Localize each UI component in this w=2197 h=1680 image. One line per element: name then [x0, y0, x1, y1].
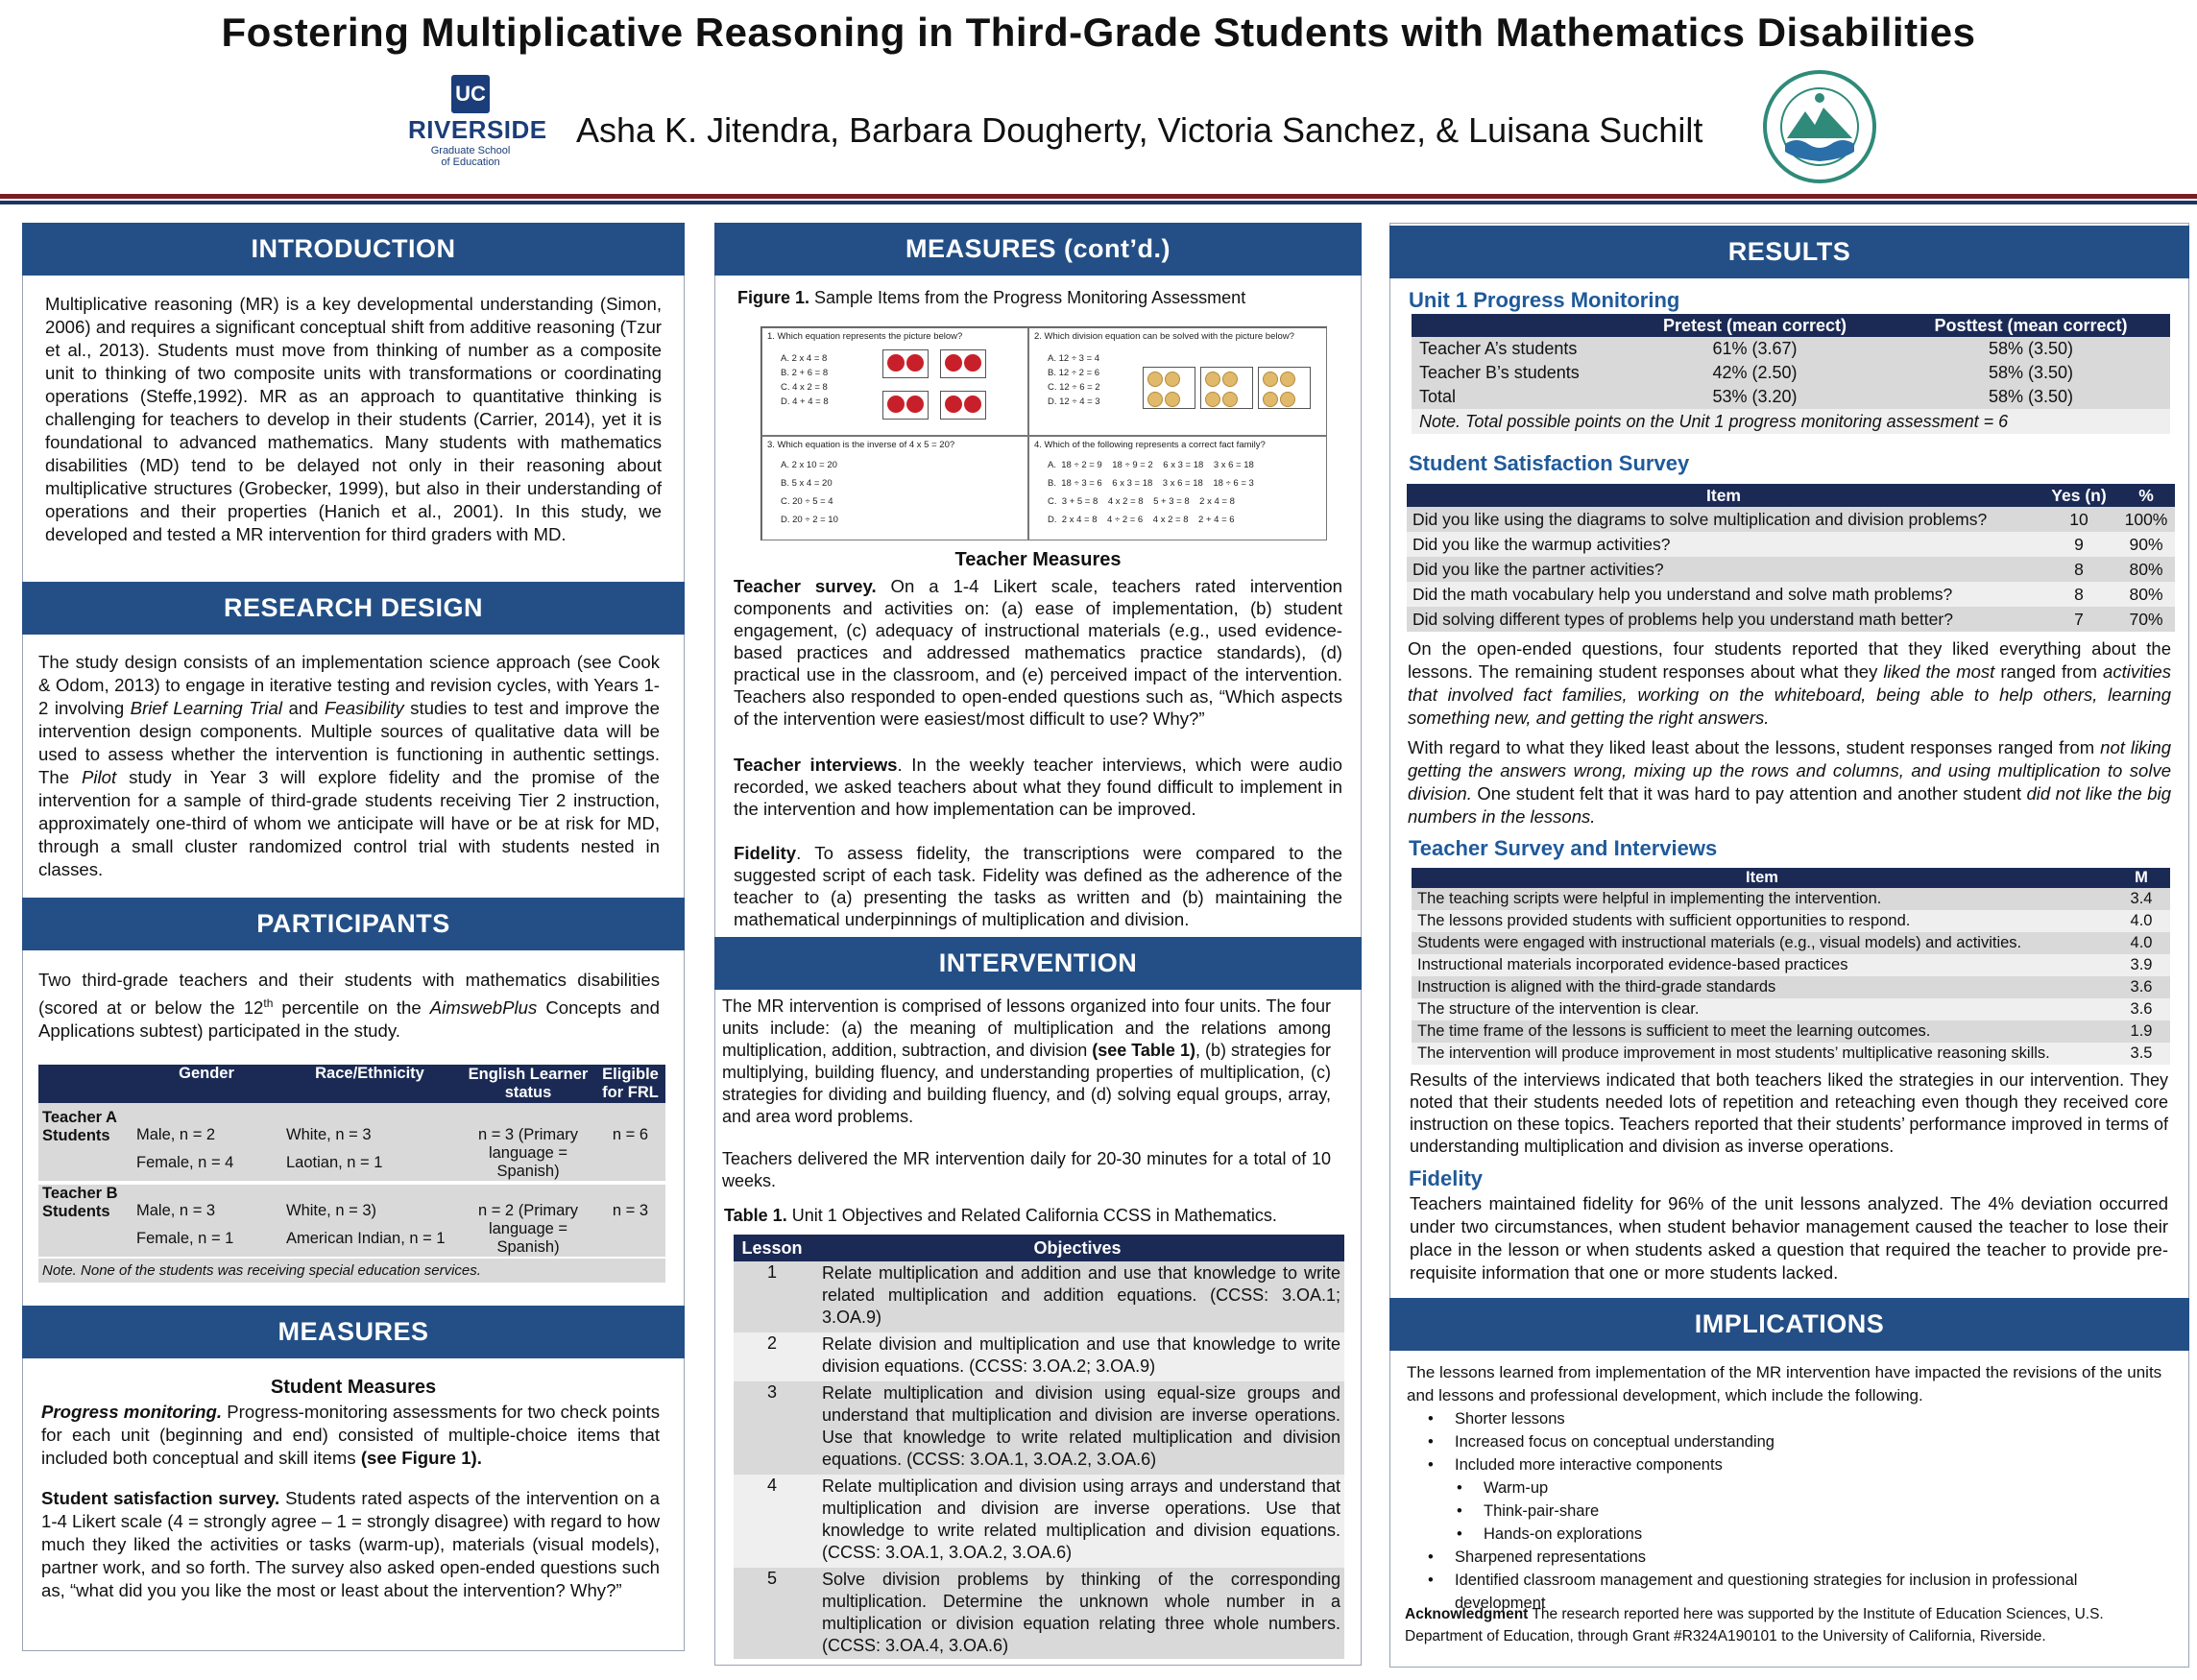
figure-1-caption: Figure 1. Sample Items from the Progress Monitoring Assessment: [737, 288, 1246, 307]
figure-item-1: 1. Which equation represents the picture below? A. 2 x 4 = 8 B. 2 + 6 = 8 C. 4 x 2 = 8 D. 4 + 4 = 8: [761, 327, 1028, 436]
teacher-interview-results: Results of the interviews indicated that both teachers liked the strategies in our intervention. They noted that their students needed lots of repetition and reteaching even though they received core instruction on these topics. Teachers reported that their students’ performance improved in terms of understanding multiplication and division as inverse operations.: [1410, 1070, 2168, 1156]
ts-row-2: The lessons provided students with sufficient opportunities to respond. 4.0: [1412, 910, 2170, 932]
apple-group-2: [940, 349, 986, 378]
author-list: Asha K. Jitendra, Barbara Dougherty, Victoria Sanchez, & Luisana Suchilt: [576, 110, 1703, 150]
header-rule-maroon: [0, 194, 2197, 199]
sat-row-4: Did the math vocabulary help you understand and solve math problems? 8 80%: [1407, 582, 2175, 607]
ts-row-7: The time frame of the lessons is sufficient to meet the learning outcomes. 1.9: [1412, 1020, 2170, 1043]
figure-item-4: 4. Which of the following represents a correct fact family? A. 18 ÷ 2 = 9 18 ÷ 9 = 2 6 x 3 = 18 3 x 6 = 18 B. 18 ÷ 3 = 6 6 x 3 = 18 3 x 6 = 18 18 ÷ 6 = 3 C. 3 + 5 = 8 4 x 2 = 8 5 + 3 = 8 2 x 4 = 8 D. 2 x 4 = 8 4 ÷ 2 = 6 4 x 2 = 8 2 + 4 = 6: [1028, 436, 1327, 540]
fidelity-measure-text: Fidelity. To assess fidelity, the transcriptions were compared to the suggested script of each task. Fidelity was defined as the adherence of the teacher to (a) presenting the tasks as written and (b) maintaining the mathematical underpinnings of multiplication and division.: [734, 843, 1342, 929]
apple-group-3: [882, 391, 929, 420]
lesson-row-2: 2 Relate division and multiplication and use that knowledge to write division equations. (CCSS: 3.OA.2; 3.OA.9): [734, 1332, 1344, 1381]
pm-row-teacher-b: Teacher B’s students 42% (2.50) 58% (3.50): [1412, 361, 2170, 385]
intervention-heading: INTERVENTION: [714, 937, 1362, 990]
sat-row-2: Did you like the warmup activities? 9 90%: [1407, 532, 2175, 557]
unit-pm-heading: Unit 1 Progress Monitoring: [1409, 288, 1680, 312]
figure-item-3: 3. Which equation is the inverse of 4 x 5 = 20? A. 2 x 10 = 20 B. 5 x 4 = 20 C. 20 ÷ 5 = 4 D. 20 ÷ 2 = 10: [761, 436, 1028, 540]
ts-row-1: The teaching scripts were helpful in implementing the intervention. 3.4: [1412, 888, 2170, 910]
teacher-survey-heading: Teacher Survey and Interviews: [1409, 836, 1718, 860]
graduate-school-line2: of Education: [441, 156, 500, 168]
lesson-row-1: 1 Relate multiplication and addition and use that knowledge to write related multiplication and addition equations. (CCSS: 3.OA.1; 3.OA.9): [734, 1261, 1344, 1332]
college-seal-logo: [1762, 69, 1877, 184]
teacher-survey-table: Item M The teaching scripts were helpful in implementing the intervention. 3.4 The lessons provided students with sufficient opportunities to respond. 4.0 Students were engaged with instructional materials (e.g., visual models) and activities. 4.0 Instructional materials incorporated evidence-based practices 3.9 Instruction is aligned with the third-grade standards 3.6 The structure of the intervention is clear. 3.6 The time frame of the lessons is sufficient to meet the learning outcomes. 1.9 The intervention will produce improvement in most students’ multiplicative reasoning skills. 3.5: [1412, 868, 2170, 1065]
implication-subitem: • Warm-up: [1407, 1476, 2165, 1500]
sat-row-1: Did you like using the diagrams to solve multiplication and division problems? 10 100%: [1407, 507, 2175, 532]
riverside-wordmark: RIVERSIDE: [408, 115, 547, 144]
ts-row-4: Instructional materials incorporated evidence-based practices 3.9: [1412, 954, 2170, 976]
progress-monitoring-text: Progress monitoring. Progress-monitoring assessments for two check points for each unit (beginning and end) consisted of multiple-choice items that included both conceptual and skill items (see Figure 1).: [41, 1402, 660, 1468]
ucr-logo: [408, 75, 547, 168]
teacher-interviews-text: Teacher interviews. In the weekly teacher interviews, which were audio recorded, we asked teachers about what they found difficult to implement in the intervention and how implementation can be improved.: [734, 755, 1342, 819]
uc-logo-mark: UC: [451, 75, 490, 113]
graduate-school-line1: Graduate School: [430, 145, 511, 156]
student-measures-heading: Student Measures: [270, 1377, 437, 1398]
intervention-text: The MR intervention is comprised of lessons organized into four units. The four units include: (a) the meaning of multiplication and the relations among multiplication, addition, subtraction, and division (see Table 1), (b) strategies for multiplying, building fluency, and understanding properties of multiplication, (c) strategies for dividing and building fluency, and (d) solving equal groups, array, and area word problems.: [722, 996, 1332, 1126]
teacher-measures-heading: Teacher Measures: [954, 549, 1122, 570]
teacher-a-row-1: Teacher A Students Male, n = 2 White, n = 3 n = 3 (Primary n = 6: [38, 1109, 665, 1144]
fidelity-heading: Fidelity: [1409, 1166, 1484, 1190]
cookie-group-2: [1200, 367, 1253, 409]
implication-item: • Identified classroom management and questioning strategies for inclusion in professional development: [1407, 1569, 2165, 1615]
research-design-text: The study design consists of an implementation science approach (see Cook & Odom, 2013) to engage in iterative testing and revision cycles, with Years 1-2 involving Brief Learning Trial and Feasibility studies to test and improve the intervention design components. Multiple sources of qualitative data will be used to assess whether the intervention is functioning in authentic settings. The Pilot study in Year 3 will explore fidelity and the promise of the intervention for a sample of third-grade students receiving Tier 2 instruction, approximately one-third of whom we anticipate will have or be at risk for MD, through a small cluster randomized control trial with students nested in classes.: [38, 652, 660, 879]
col-blank: [38, 1065, 134, 1103]
teacher-a-row-2: Female, n = 4 Laotian, n = 1 language = Spanish): [38, 1144, 665, 1181]
implication-item: • Increased focus on conceptual understanding: [1407, 1430, 2165, 1453]
teacher-b-row-1: Teacher B Students Male, n = 3 White, n = 3) n = 2 (Primary n = 3: [38, 1185, 665, 1220]
introduction-text: Multiplicative reasoning (MR) is a key developmental understanding (Simon, 2006) and requires a significant conceptual shift from additive reasoning (Tzur et al., 2013). Students must move from thinking of number as a composite unit to thinking of two composite units with transformations or coordinating operations (Steffe,1992). MR as an approach to quantitative thinking is challenging for teachers to develop in their students (Carrier, 2014), yet it is foundational to advanced mathematics. Many students with mathematics disabilities (MD) tend to be delayed not only in their reasoning about multiplicative structures (Grobecker, 1999), but also in their understanding of operations and their properties (Hanich et al., 2001). In this study, we developed and tested a MR intervention for third graders with MD.: [45, 294, 662, 544]
implication-subitem: • Think-pair-share: [1407, 1500, 2165, 1523]
cookie-group-1: [1143, 367, 1195, 409]
apple-group-4: [940, 391, 986, 420]
implication-item: • Shorter lessons: [1407, 1407, 2165, 1430]
fidelity-results-text: Teachers maintained fidelity for 96% of the unit lessons analyzed. The 4% deviation occurred under two circumstances, when student behavior management caused the teacher to lose their place in the lesson or when students asked a question that required the teacher to provide pre-requisite information that one or more students lacked.: [1410, 1193, 2168, 1283]
ts-row-5: Instruction is aligned with the third-grade standards 3.6: [1412, 976, 2170, 998]
implications-heading: IMPLICATIONS: [1389, 1298, 2189, 1351]
table-1-caption: Table 1. Unit 1 Objectives and Related California CCSS in Mathematics.: [724, 1206, 1277, 1225]
pm-row-total: Total 53% (3.20) 58% (3.50): [1412, 385, 2170, 409]
research-design-heading: RESEARCH DESIGN: [22, 582, 685, 635]
header-rule-navy: [0, 201, 2197, 204]
satisfaction-heading: Student Satisfaction Survey: [1409, 451, 1690, 475]
pm-note: Note. Total possible points on the Unit 1 progress monitoring assessment = 6: [1419, 411, 2009, 431]
col-frl: Eligible for FRL: [595, 1065, 665, 1103]
open-ended-liked-most: On the open-ended questions, four students reported that they liked everything about the lessons. The remaining student responses about what they liked the most ranged from activities that involved fact families, working on the whiteboard, being able to help others, learning something new, and getting the right answers.: [1408, 638, 2171, 728]
cookie-group-3: [1258, 367, 1311, 409]
satisfaction-table: Item Yes (n) % Did you like using the diagrams to solve multiplication and division problems? 10 100% Did you like the warmup activities? 9 90% Did you like the partner activities? 8 80% Did the math vocabulary help you understand and solve math problems? 8 80% Did solving different types of problems help you understand math better? 7 70%: [1407, 484, 2175, 632]
measures-cont-heading: MEASURES (cont’d.): [714, 223, 1362, 276]
ts-row-8: The intervention will produce improvement in most students’ multiplicative reasoning skills. 3.5: [1412, 1043, 2170, 1065]
poster-title: Fostering Multiplicative Reasoning in Third-Grade Students with Mathematics Disabilities: [221, 10, 1976, 55]
lesson-row-3: 3 Relate multiplication and division using equal-size groups and understand that multiplication and division are inverse operations. Use that knowledge to write related multiplication and division equations. (CCSS: 3.OA.1, 3.OA.2, 3.OA.6): [734, 1381, 1344, 1475]
implications-list: [1407, 1407, 2165, 1615]
participants-heading: PARTICIPANTS: [22, 898, 685, 950]
implications-intro: The lessons learned from implementation of the MR intervention have impacted the revisions of the units and lessons and professional development, which include the following.: [1407, 1363, 2162, 1404]
lesson-row-4: 4 Relate multiplication and division using arrays and understand that multiplication and division are inverse operations. Use that knowledge to write related multiplication and division equations. (CCSS: 3.OA.1, 3.OA.2, 3.OA.6): [734, 1475, 1344, 1568]
teacher-b-row-2: Female, n = 1 American Indian, n = 1 language = Spanish): [38, 1220, 665, 1258]
objectives-table: Lesson Objectives 1 Relate multiplication and addition and use that knowledge to write related multiplication and addition equations. (CCSS: 3.OA.1; 3.OA.9) 2 Relate division and multiplication and use that knowledge to write division equations. (CCSS: 3.OA.2; 3.OA.9) 3 Relate multiplication and division using equal-size groups and understand that multiplication and division are inverse operations. Use that knowledge to write related multiplication and division equations. (CCSS: 3.OA.1, 3.OA.2, 3.OA.6) 4 Relate multiplication and division using arrays and understand that multiplication and division are inverse operations. Use that knowledge to write related multiplication and division equations. (CCSS: 3.OA.1, 3.OA.2, 3.OA.6) 5 Solve division problems by thinking of the corresponding multiplication. Determine the unknown whole number in a multiplication or division equation relating three whole numbers. (CCSS: 3.OA.4, 3.OA.6): [734, 1235, 1344, 1659]
col-gender: Gender: [134, 1065, 278, 1103]
implication-item: • Included more interactive components: [1407, 1453, 2165, 1476]
introduction-heading: INTRODUCTION: [22, 223, 685, 276]
sat-row-3: Did you like the partner activities? 8 80%: [1407, 557, 2175, 582]
lesson-row-5: 5 Solve division problems by thinking of the corresponding multiplication. Determine the unknown whole number in a multiplication or division equation relating three whole numbers. (CCSS: 3.OA.4, 3.OA.6): [734, 1568, 1344, 1659]
progress-monitoring-table: Pretest (mean correct) Posttest (mean correct) Teacher A’s students 61% (3.67) 58% (3.50) Teacher B’s students 42% (2.50) 58% (3.50) Total 53% (3.20) 58% (3.50) Note. Total possible points on the Unit 1 progress monitoring assessment = 6: [1412, 314, 2170, 434]
apple-group-1: [882, 349, 929, 378]
open-ended-liked-least: With regard to what they liked least about the lessons, student responses ranged from not liking getting the answers wrong, mixing up the rows and columns, and using multiplication to solve division. One student felt that it was hard to pay attention and another student did not like the big numbers in the lessons.: [1408, 737, 2171, 827]
col-race: Race/Ethnicity: [278, 1065, 461, 1103]
pm-row-teacher-a: Teacher A’s students 61% (3.67) 58% (3.50): [1412, 337, 2170, 361]
ts-row-3: Students were engaged with instructional materials (e.g., visual models) and activities. 4.0: [1412, 932, 2170, 954]
participants-table: [38, 1065, 665, 1283]
implication-item: • Sharpened representations: [1407, 1546, 2165, 1569]
participants-text: Two third-grade teachers and their students with mathematics disabilities (scored at or below the 12th percentile on the AimswebPlus Concepts and Applications subtest) participated in the study.: [38, 970, 660, 1042]
measures-heading: MEASURES: [22, 1306, 685, 1358]
results-heading: RESULTS: [1389, 226, 2189, 278]
sat-row-5: Did solving different types of problems help you understand math better? 7 70%: [1407, 607, 2175, 632]
figure-item-2: 2. Which division equation can be solved with the picture below? A. 12 ÷ 3 = 4 B. 12 ÷ 2 = 6 C. 12 ÷ 6 = 2 D. 12 ÷ 4 = 3: [1028, 327, 1327, 436]
satisfaction-survey-text: Student satisfaction survey. Students rated aspects of the intervention on a 1-4 Likert scale (4 = strongly agree – 1 = strongly disagree) with regard to how much they liked the activities or tasks (warm-up), materials (visual models), partner work, and so forth. The survey also asked open-ended questions such as, “what did you you like the most or least about the intervention? Why?”: [41, 1488, 660, 1600]
col-ell: English Learner status: [461, 1065, 595, 1103]
ts-row-6: The structure of the intervention is clear. 3.6: [1412, 998, 2170, 1020]
figure-1-assessment-items: [760, 326, 1327, 540]
intervention-duration-text: Teachers delivered the MR intervention daily for 20-30 minutes for a total of 10 weeks.: [722, 1149, 1331, 1190]
acknowledgment: Acknowledgment The research reported here was supported by the Institute of Education Sciences, U.S. Department of Education, through Grant #R324A190101 to the University of California, Riverside.: [1405, 1606, 2104, 1644]
teacher-survey-text: Teacher survey. On a 1-4 Likert scale, teachers rated intervention components and activities on: (a) ease of implementation, (b) student engagement, (c) adequacy of instructional materials (e.g., used evidence-based practices and addressed mathematics practice standards), (d) practical use in the classroom, and (e) perceived impact of the intervention. Teachers also responded to open-ended questions such as, “Which aspects of the intervention were easiest/most difficult to use? Why?”: [734, 576, 1342, 729]
participants-note: Note. None of the students was receiving special education services.: [38, 1258, 665, 1283]
implication-subitem: • Hands-on explorations: [1407, 1523, 2165, 1546]
